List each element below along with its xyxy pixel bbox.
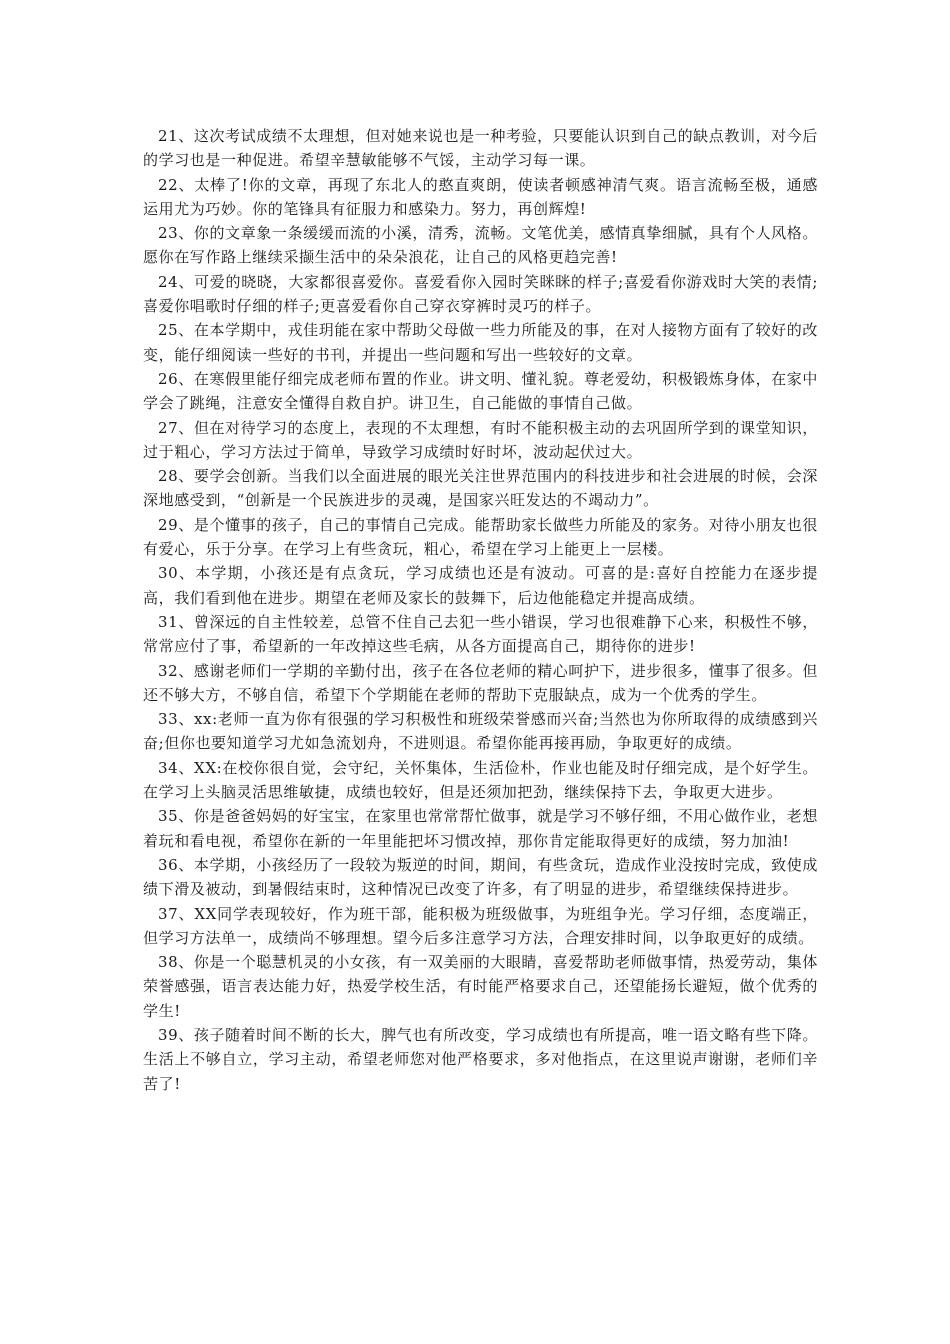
paragraph-25: 25、在本学期中，戎佳玥能在家中帮助父母做一些力所能及的事，在对人接物方面有了较好的改变，能仔细阅读一些好的书刊，并提出一些问题和写出一些较好的文章。 [143, 321, 818, 364]
paragraph-38: 38、你是一个聪慧机灵的小女孩，有一双美丽的大眼睛，喜爱帮助老师做事情，热爱劳动，集体荣誉感强，语言表达能力好，热爱学校生活，有时能严格要求自己，还望能扬长避短，做个优秀的学生! [143, 953, 818, 1020]
paragraph-32: 32、感谢老师们一学期的辛勤付出，孩子在各位老师的精心呵护下，进步很多，懂事了很多。但还不够大方，不够自信，希望下个学期能在老师的帮助下克服缺点，成为一个优秀的学生。 [143, 661, 818, 704]
paragraph-21: 21、这次考试成绩不太理想，但对她来说也是一种考验，只要能认识到自己的缺点教训，对今后的学习也是一种促进。希望辛慧敏能够不气馁，主动学习每一课。 [143, 127, 818, 170]
paragraph-29: 29、是个懂事的孩子，自己的事情自己完成。能帮助家长做些力所能及的家务。对待小朋友也很有爱心，乐于分享。在学习上有些贪玩，粗心，希望在学习上能更上一层楼。 [143, 515, 818, 559]
paragraph-22: 22、太棒了!你的文章，再现了东北人的憨直爽朗，使读者顿感神清气爽。语言流畅至极，通感运用尤为巧妙。你的笔锋具有征服力和感染力。努力，再创辉煌! [143, 175, 818, 218]
paragraph-36: 36、本学期，小孩经历了一段较为叛逆的时间，期间，有些贪玩，造成作业没按时完成，致使成绩下滑及被动，到暑假结束时，这种情况已改变了许多，有了明显的进步，希望继续保持进步。 [143, 855, 818, 899]
paragraph-28: 28、要学会创新。当我们以全面进展的眼光关注世界范围内的科技进步和社会进展的时候，会深深地感受到，“创新是一个民族进步的灵魂，是国家兴旺发达的不竭动力”。 [143, 467, 818, 510]
paragraph-27: 27、但在对待学习的态度上，表现的不太理想，有时不能积极主动的去巩固所学到的课堂知识，过于粗心，学习方法过于简单，导致学习成绩时好时坏，波动起伏过大。 [143, 418, 818, 461]
paragraph-35: 35、你是爸爸妈妈的好宝宝，在家里也常常帮忙做事，就是学习不够仔细，不用心做作业，老想着玩和看电视，希望你在新的一年里能把坏习惯改掉，那你肯定能取得更好的成绩，努力加油! [143, 807, 818, 850]
paragraph-33: 33、xx:老师一直为你有很强的学习积极性和班级荣誉感而兴奋;当然也为你所取得的成绩感到兴奋;但你也要知道学习尤如急流划舟，不进则退。希望你能再接再励，争取更好的成绩。 [143, 710, 818, 753]
paragraph-24: 24、可爱的晓晓，大家都很喜爱你。喜爱看你入园时笑眯眯的样子;喜爱看你游戏时大笑的表情;喜爱你唱歌时仔细的样子;更喜爱看你自己穿衣穿裤时灵巧的样子。 [143, 272, 818, 316]
paragraph-39: 39、孩子随着时间不断的长大，脾气也有所改变，学习成绩也有所提高，唯一语文略有些下降。生活上不够自立，学习主动，希望老师您对他严格要求，多对他指点，在这里说声谢谢，老师们辛苦了! [143, 1025, 818, 1093]
paragraph-37: 37、XX同学表现较好，作为班干部，能积极为班级做事，为班组争光。学习仔细，态度端正，但学习方法单一，成绩尚不够理想。望今后多注意学习方法，合理安排时间，以争取更好的成绩。 [143, 904, 818, 947]
paragraph-34: 34、XX:在校你很自觉，会守纪，关怀集体，生活俭朴，作业也能及时仔细完成，是个好学生。在学习上头脑灵活思维敏捷，成绩也较好，但是还须加把劲，继续保持下去，争取更大进步。 [143, 758, 818, 802]
paragraph-26: 26、在寒假里能仔细完成老师布置的作业。讲文明、懂礼貌。尊老爱幼，积极锻炼身体，在家中学会了跳绳，注意安全懂得自救自护。讲卫生，自己能做的事情自己做。 [143, 369, 818, 413]
paragraph-30: 30、本学期，小孩还是有点贪玩，学习成绩也还是有波动。可喜的是:喜好自控能力在逐步提高，我们看到他在进步。期望在老师及家长的鼓舞下，后边他能稳定并提高成绩。 [143, 564, 818, 607]
paragraph-23: 23、你的文章象一条缓缓而流的小溪，清秀，流畅。文笔优美，感情真挚细腻，具有个人风格。愿你在写作路上继续采撷生活中的朵朵浪花，让自己的风格更趋完善! [143, 224, 818, 267]
paragraph-31: 31、曾深远的自主性较差，总管不住自己去犯一些小错误，学习也很难静下心来，积极性不够，常常应付了事，希望新的一年改掉这些毛病，从各方面提高自己，期待你的进步! [143, 612, 818, 656]
document-body [143, 124, 818, 1096]
